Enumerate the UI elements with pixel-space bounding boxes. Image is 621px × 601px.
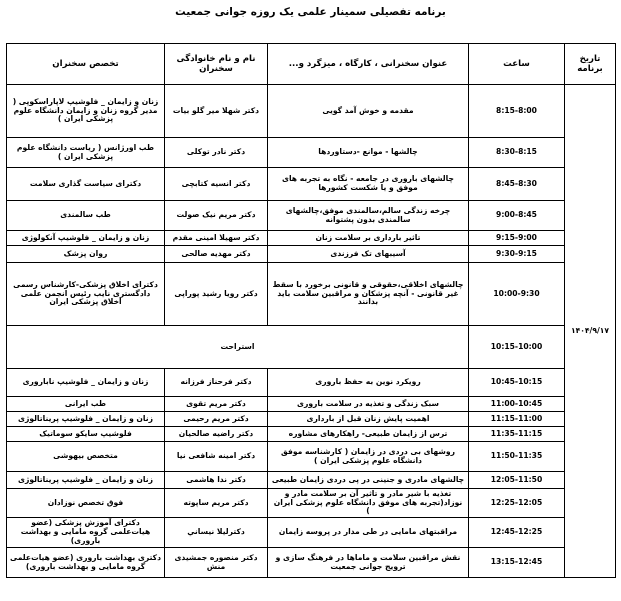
time-cell: 11:00-10:45 <box>469 397 565 412</box>
speaker-cell: دکتر منصوره جمشیدی منش <box>165 548 268 578</box>
topic-cell: نقش مراقبین سلامت و ماماها در فرهنگ سازی و ترویج جوانی جمعیت <box>268 548 469 578</box>
expertise-cell: دکترای اخلاق پزشکی-کارشناس رسمی دادگستری نایب رئیس انجمن علمی اخلاق پزشکی ایران <box>7 263 165 326</box>
topic-cell: چالشها - موانع -دستاوردها <box>268 138 469 168</box>
table-row <box>7 412 616 427</box>
topic-cell: ترس از زایمان طبیعی- راهکارهای مشاوره <box>268 427 469 442</box>
table-row <box>7 397 616 412</box>
table-row <box>7 427 616 442</box>
speaker-cell: دکتر مریم رحیمی <box>165 412 268 427</box>
expertise-cell: زنان و زایمان _ فلوشیپ لاپاراسکوپی ( مدیر گروه زنان و زایمان دانشگاه علوم پزشکی ایران ) <box>7 85 165 138</box>
speaker-cell: دکتر نادر توکلی <box>165 138 268 168</box>
topic-cell: تاثیر بارداری بر سلامت زنان <box>268 231 469 246</box>
speaker-cell: دکتر شهلا میر گلو بیات <box>165 85 268 138</box>
topic-cell: چالشهای باروری در جامعه - نگاه به تجربه های موفق و یا شکست کشورها <box>268 168 469 201</box>
break-row <box>7 326 616 369</box>
header-topic: عنوان سخنرانی ، کارگاه ، میزگرد و... <box>268 44 469 85</box>
expertise-cell: دکتری بهداشت باروری (عضو هیات‌علمی گروه مامایی و بهداشت باروری) <box>7 548 165 578</box>
topic-cell: اهمیت پایش زنان قبل از بارداری <box>268 412 469 427</box>
table-row <box>7 548 616 578</box>
speaker-cell: دکتر مریم تقوی <box>165 397 268 412</box>
topic-cell: چالشهای اخلاقی،حقوقی و قانونی برخورد با سقط غیر قانونی - آنچه پزشکان و مراقبین سلامت باید بدانند <box>268 263 469 326</box>
date-cell: ۱۴۰۴/۹/۱۷ <box>565 85 616 578</box>
table-row <box>7 201 616 231</box>
table-row <box>7 138 616 168</box>
speaker-cell: دکتر امینه شافعی نیا <box>165 442 268 472</box>
speaker-cell: دکتر راضیه صالحیان <box>165 427 268 442</box>
header-date: تاریخ برنامه <box>565 44 616 85</box>
time-cell: 8:15-8:00 <box>469 85 565 138</box>
expertise-cell: فوق تخصص نوزادان <box>7 489 165 518</box>
expertise-cell: طب ایرانی <box>7 397 165 412</box>
expertise-cell: فلوشیپ سایکو سوماتیک <box>7 427 165 442</box>
time-cell: 9:15-9:00 <box>469 231 565 246</box>
time-cell: 10:15-10:00 <box>469 326 565 369</box>
expertise-cell: زنان و زایمان _ فلوشیپ آنکولوژی <box>7 231 165 246</box>
table-row <box>7 231 616 246</box>
header-expertise: تخصص سخنران <box>7 44 165 85</box>
schedule-table <box>6 43 616 578</box>
time-cell: 12:45-12:25 <box>469 518 565 548</box>
topic-cell: مراقبتهای مامایی در طی مدار در پروسه زایمان <box>268 518 469 548</box>
speaker-cell: دکتر رویا رشید پوراپی <box>165 263 268 326</box>
table-row <box>7 85 616 138</box>
time-cell: 13:15-12:45 <box>469 548 565 578</box>
expertise-cell: طب اورژانس ( ریاست دانشگاه علوم پزشکی ایران ) <box>7 138 165 168</box>
time-cell: 10:00-9:30 <box>469 263 565 326</box>
time-cell: 12:05-11:50 <box>469 472 565 489</box>
time-cell: 9:00-8:45 <box>469 201 565 231</box>
expertise-cell: زنان و زایمان _ فلوشیپ پریناتالوژی <box>7 412 165 427</box>
table-row <box>7 472 616 489</box>
topic-cell: چرخه زندگی سالم،سالمندی موفق،چالشهای سالمندی بدون پشتوانه <box>268 201 469 231</box>
speaker-cell: دکترلیلا نیساني <box>165 518 268 548</box>
time-cell: 11:50-11:35 <box>469 442 565 472</box>
schedule-body <box>7 85 616 578</box>
time-cell: 8:30-8:15 <box>469 138 565 168</box>
topic-cell: تغذیه با شیر مادر و تاثیر آن بر سلامت مادر و نوزاد(تجربه های موفق دانشگاه علوم پزشکی ایران ) <box>268 489 469 518</box>
speaker-cell: دکتر مهدیه صالحی <box>165 246 268 263</box>
speaker-cell: دکتر سهیلا امینی مقدم <box>165 231 268 246</box>
page-title: برنامه تفصیلی سمینار علمی یک روزه جوانی جمعیت <box>175 6 446 18</box>
table-row <box>7 442 616 472</box>
break-cell: استراحت <box>7 326 469 369</box>
header-row <box>7 44 616 85</box>
time-cell: 9:30-9:15 <box>469 246 565 263</box>
time-cell: 10:45-10:15 <box>469 369 565 397</box>
speaker-cell: دکتر فرحناز فرزانه <box>165 369 268 397</box>
expertise-cell: دکترای آموزش پزشکی (عضو هیات‌علمی گروه مامایی و بهداشت باروری) <box>7 518 165 548</box>
time-cell: 11:35-11:15 <box>469 427 565 442</box>
topic-cell: روشهای بی دردی در زایمان ( کارشناسه موفق دانشگاه علوم پزشکی ایران ) <box>268 442 469 472</box>
speaker-cell: دکتر مریم ساپوته <box>165 489 268 518</box>
speaker-cell: دکتر ندا هاشمی <box>165 472 268 489</box>
expertise-cell: طب سالمندی <box>7 201 165 231</box>
topic-cell: رویکرد نوین به حفظ باروری <box>268 369 469 397</box>
table-row <box>7 168 616 201</box>
expertise-cell: زنان و زایمان _ فلوشیپ ناباروری <box>7 369 165 397</box>
table-row <box>7 246 616 263</box>
header-speaker: نام و نام خانوادگی سخنران <box>165 44 268 85</box>
topic-cell: مقدمه و خوش آمد گویی <box>268 85 469 138</box>
topic-cell: آسیبهای تک فرزندی <box>268 246 469 263</box>
expertise-cell: متخصص بیهوشی <box>7 442 165 472</box>
expertise-cell: زنان و زایمان _ فلوشیپ پریناتالوژی <box>7 472 165 489</box>
time-cell: 11:15-11:00 <box>469 412 565 427</box>
table-row <box>7 518 616 548</box>
header-time: ساعت <box>469 44 565 85</box>
expertise-cell: دکترای سیاست گذاری سلامت <box>7 168 165 201</box>
expertise-cell: روان پزشک <box>7 246 165 263</box>
table-row <box>7 263 616 326</box>
speaker-cell: دکتر انسیه کتابچی <box>165 168 268 201</box>
table-row <box>7 369 616 397</box>
topic-cell: چالشهای مادری و جنینی در پی دردی زایمان طبیعی <box>268 472 469 489</box>
time-cell: 8:45-8:30 <box>469 168 565 201</box>
time-cell: 12:25-12:05 <box>469 489 565 518</box>
table-row <box>7 489 616 518</box>
speaker-cell: دکتر مریم نیک صولت <box>165 201 268 231</box>
topic-cell: سبک زندگی و تغذیه در سلامت باروری <box>268 397 469 412</box>
